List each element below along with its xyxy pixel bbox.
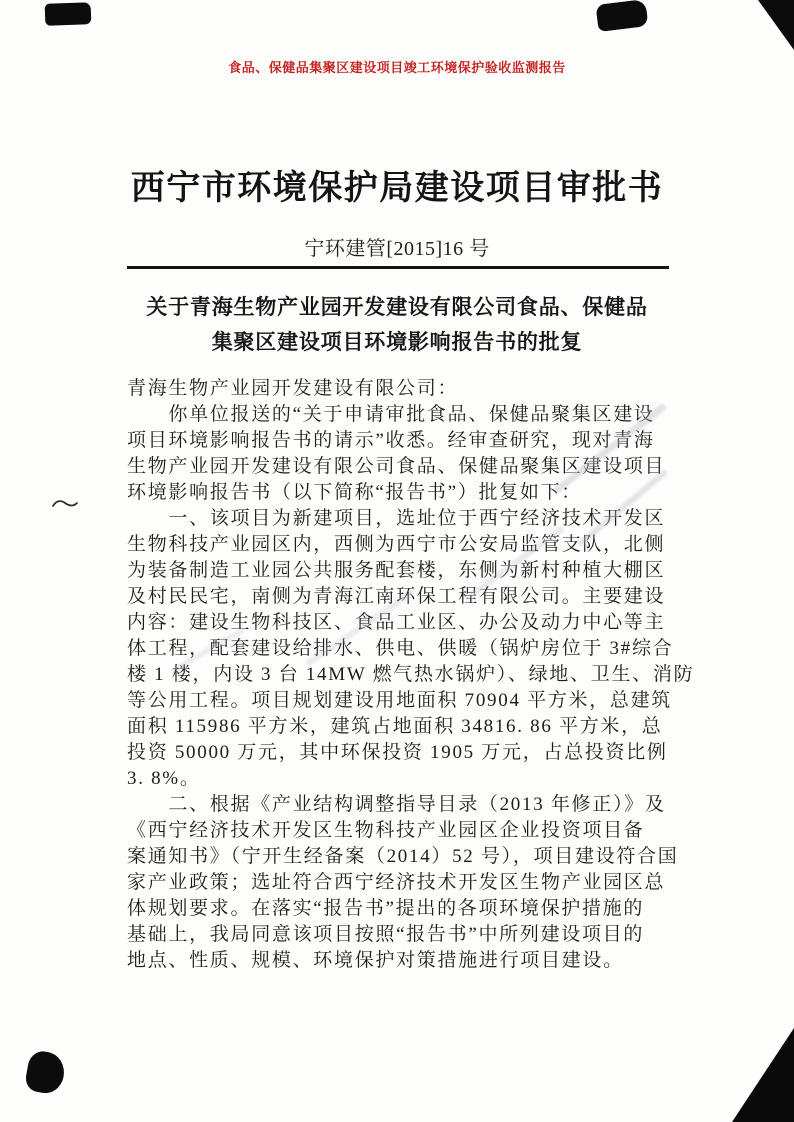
subject-line-1: 关于青海生物产业园开发建设有限公司食品、保健品 xyxy=(146,295,648,319)
scan-artifact-top-right-corner xyxy=(758,0,794,50)
document-number: 宁环建管[2015]16 号 xyxy=(304,238,490,260)
header-separator-rule xyxy=(127,266,669,269)
scan-artifact-bottom-right-corner xyxy=(732,1028,794,1122)
body-line: 面积 115986 平方米，建筑占地面积 34816. 86 平方米，总 xyxy=(127,716,663,737)
body-line: 一、该项目为新建项目，选址位于西宁经济技术开发区 xyxy=(127,508,666,529)
scan-squiggle-left-edge xyxy=(51,494,79,514)
scan-artifact-top-middle xyxy=(596,0,649,32)
body-line: 生物产业园开发建设有限公司食品、保健品聚集区建设项目 xyxy=(127,456,666,477)
body-line: 二、根据《产业结构调整指导目录（2013 年修正）》及 xyxy=(127,794,666,815)
document-subject xyxy=(0,290,794,360)
scan-artifact-bottom-left xyxy=(24,1049,68,1096)
body-line: 地点、性质、规模、环境保护对策措施进行项目建设。 xyxy=(127,950,624,971)
body-line: 楼 1 楼，内设 3 台 14MW 燃气热水锅炉）、绿地、卫生、消防 xyxy=(127,664,695,685)
page-running-header: 食品、保健品集聚区建设项目竣工环境保护验收监测报告 xyxy=(228,60,566,75)
body-line: 项目环境影响报告书的请示”收悉。经审查研究，现对青海 xyxy=(127,430,655,451)
body-line: 体工程，配套建设给排水、供电、供暖（锅炉房位于 3#综合 xyxy=(127,638,674,659)
body-line: 等公用工程。项目规划建设用地面积 70904 平方米，总建筑 xyxy=(127,690,673,711)
body-line: 体规划要求。在落实“报告书”提出的各项环境保护措施的 xyxy=(127,898,645,919)
body-line: 投资 50000 万元，其中环保投资 1905 万元，占总投资比例 xyxy=(127,742,668,763)
body-line: 家产业政策；选址符合西宁经济技术开发区生物产业园区总 xyxy=(127,872,666,893)
body-line: 《西宁经济技术开发区生物科技产业园区企业投资项目备 xyxy=(127,820,645,841)
subject-line-2: 集聚区建设项目环境影响报告书的批复 xyxy=(211,330,583,354)
body-line: 基础上，我局同意该项目按照“报告书”中所列建设项目的 xyxy=(127,924,645,945)
document-title: 西宁市环境保护局建设项目审批书 xyxy=(130,170,664,207)
body-line: 内容：建设生物科技区、食品工业区、办公及动力中心等主 xyxy=(127,612,666,633)
body-line: 你单位报送的“关于申请审批食品、保健品聚集区建设 xyxy=(127,404,655,425)
scan-artifact-top-left xyxy=(45,2,92,26)
body-line: 案通知书》（宁开生经备案（2014）52 号），项目建设符合国 xyxy=(127,846,679,867)
body-line: 3. 8%。 xyxy=(127,768,201,789)
body-line: 青海生物产业园开发建设有限公司： xyxy=(127,378,459,399)
body-line: 及村民民宅，南侧为青海江南环保工程有限公司。主要建设 xyxy=(127,586,666,607)
body-line: 生物科技产业园区内，西侧为西宁市公安局监管支队，北侧 xyxy=(127,534,666,555)
document-body xyxy=(127,376,695,974)
body-line: 环境影响报告书（以下简称“报告书”）批复如下： xyxy=(127,482,582,503)
body-line: 为装备制造工业园公共服务配套楼，东侧为新村种植大棚区 xyxy=(127,560,666,581)
